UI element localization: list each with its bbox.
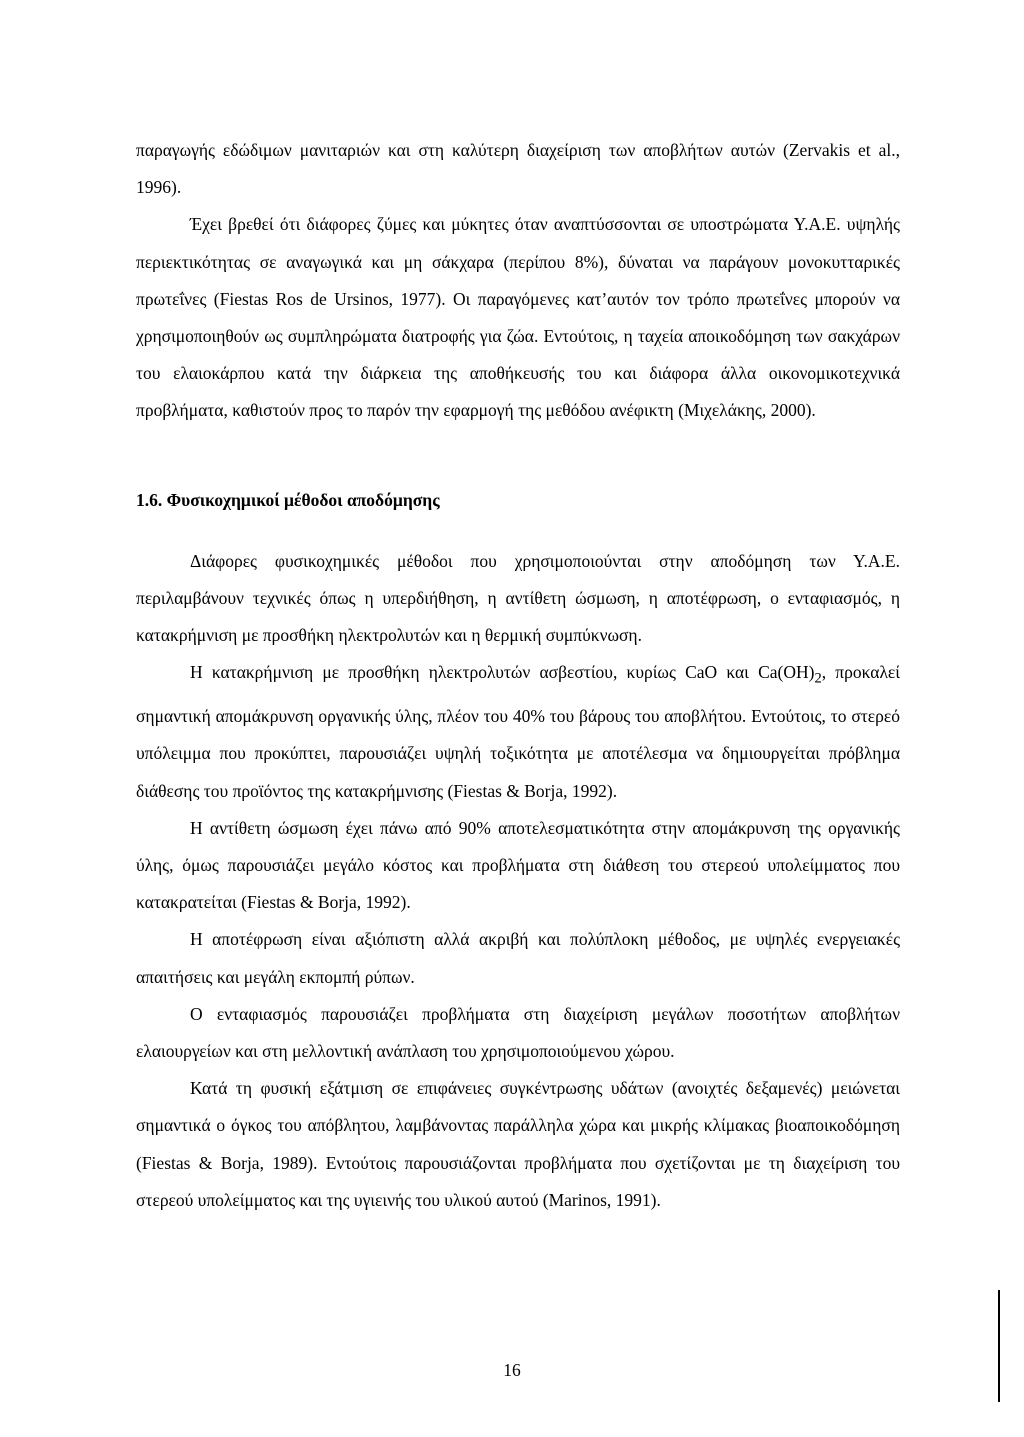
paragraph-evaporation: Κατά τη φυσική εξάτμιση σε επιφάνειες συγκέντρωσης υδάτων (ανοιχτές δεξαμενές) μειώνεται σημαντικά ο όγκος του απόβλητου, λαμβάνοντας παράλληλα χώρα και μικρής κλίμακας βιοαποικοδόμηση (Fiestas & Borja, 1989). Εντούτοις παρουσιάζονται προβλήματα που σχετίζονται με τη διαχείριση του στερεού υπολείμματος και της υγιεινής του υλικού αυτού (Marinos, 1991).	[136, 1078, 900, 1210]
paragraph-single-cell-proteins: Έχει βρεθεί ότι διάφορες ζύμες και μύκητες όταν αναπτύσσονται σε υποστρώματα Υ.Α.Ε. υψηλής περιεκτικότητας σε αναγωγικά και μη σάκχαρα (περίπου 8%), δύναται να παράγουν μονοκυτταρικές πρωτεΐνες (Fiestas Ros de Ursinos, 1977). Οι παραγόμενες κατ’αυτόν τον τρόπο πρωτεΐνες μπορούν να χρησιμοποιηθούν ως συμπληρώματα διατροφής για ζώα. Εντούτοις, η ταχεία αποικοδόμηση των σακχάρων του ελαιοκάρπου κατά την διάρκεια της αποθήκευσής του και διάφορα άλλα οικονομικοτεχνικά προβλήματα, καθιστούν προς το παρόν την εφαρμογή της μεθόδου ανέφικτη (Μιχελάκης, 2000).	[136, 214, 900, 421]
spacer	[136, 519, 900, 543]
paragraph-incineration: Η αποτέφρωση είναι αξιόπιστη αλλά ακριβή και πολύπλοκη μέθοδος, με υψηλές ενεργειακές απαιτήσεις και μεγάλη εκπομπή ρύπων.	[136, 929, 900, 987]
paragraph-reverse-osmosis: Η αντίθετη ώσμωση έχει πάνω από 90% αποτελεσματικότητα στην απομάκρυνση της οργανικής ύλης, όμως παρουσιάζει μεγάλο κόστος και προβλήματα στη διάθεση του στερεού υπολείμματος που κατακρατείται (Fiestas & Borja, 1992).	[136, 817, 900, 913]
paragraph-continuation: παραγωγής εδώδιμων μανιταριών και στη καλύτερη διαχείριση των αποβλήτων αυτών (Zervakis et al., 1996).	[136, 140, 900, 198]
spacer	[136, 430, 900, 482]
paragraph-landfill: Ο ενταφιασμός παρουσιάζει προβλήματα στη διαχείριση μεγάλων ποσοτήτων αποβλήτων ελαιουργείων και στη μελλοντική ανάπλαση του χρησιμοποιούμενου χώρου.	[136, 1003, 900, 1061]
page-number: 16	[503, 1360, 521, 1380]
section-heading: 1.6. Φυσικοχημικοί μέθοδοι αποδόμησης	[136, 489, 440, 510]
precipitation-text-end: , προκαλεί σημαντική απομάκρυνση οργανικής ύλης, πλέον του 40% του βάρους του αποβλήτου. Εντούτοις, το στερεό υπόλειμμα που προκύπτει, παρουσιάζει υψηλή τοξικότητα με αποτέλεσμα να δημιουργείται πρόβλημα διάθεσης του προϊόντος της κατακρήμνισης (Fiestas & Borja, 1992).	[136, 662, 900, 801]
margin-rule	[998, 1290, 1000, 1402]
paragraph-methods-overview: Διάφορες φυσικοχημικές μέθοδοι που χρησιμοποιούνται στην αποδόμηση των Υ.Α.Ε. περιλαμβάνουν τεχνικές όπως η υπερδιήθηση, η αντίθετη ώσμωση, η αποτέφρωση, ο ενταφιασμός, η κατακρήμνιση με προσθήκη ηλεκτρολυτών και η θερμική συμπύκνωση.	[136, 550, 900, 646]
document-body	[136, 132, 900, 1219]
precipitation-text-start: Η κατακρήμνιση με προσθήκη ηλεκτρολυτών ασβεστίου, κυρίως CaO και Ca(OH)	[190, 662, 815, 683]
paragraph-precipitation	[136, 654, 900, 809]
subscript-two: 2	[814, 670, 822, 687]
